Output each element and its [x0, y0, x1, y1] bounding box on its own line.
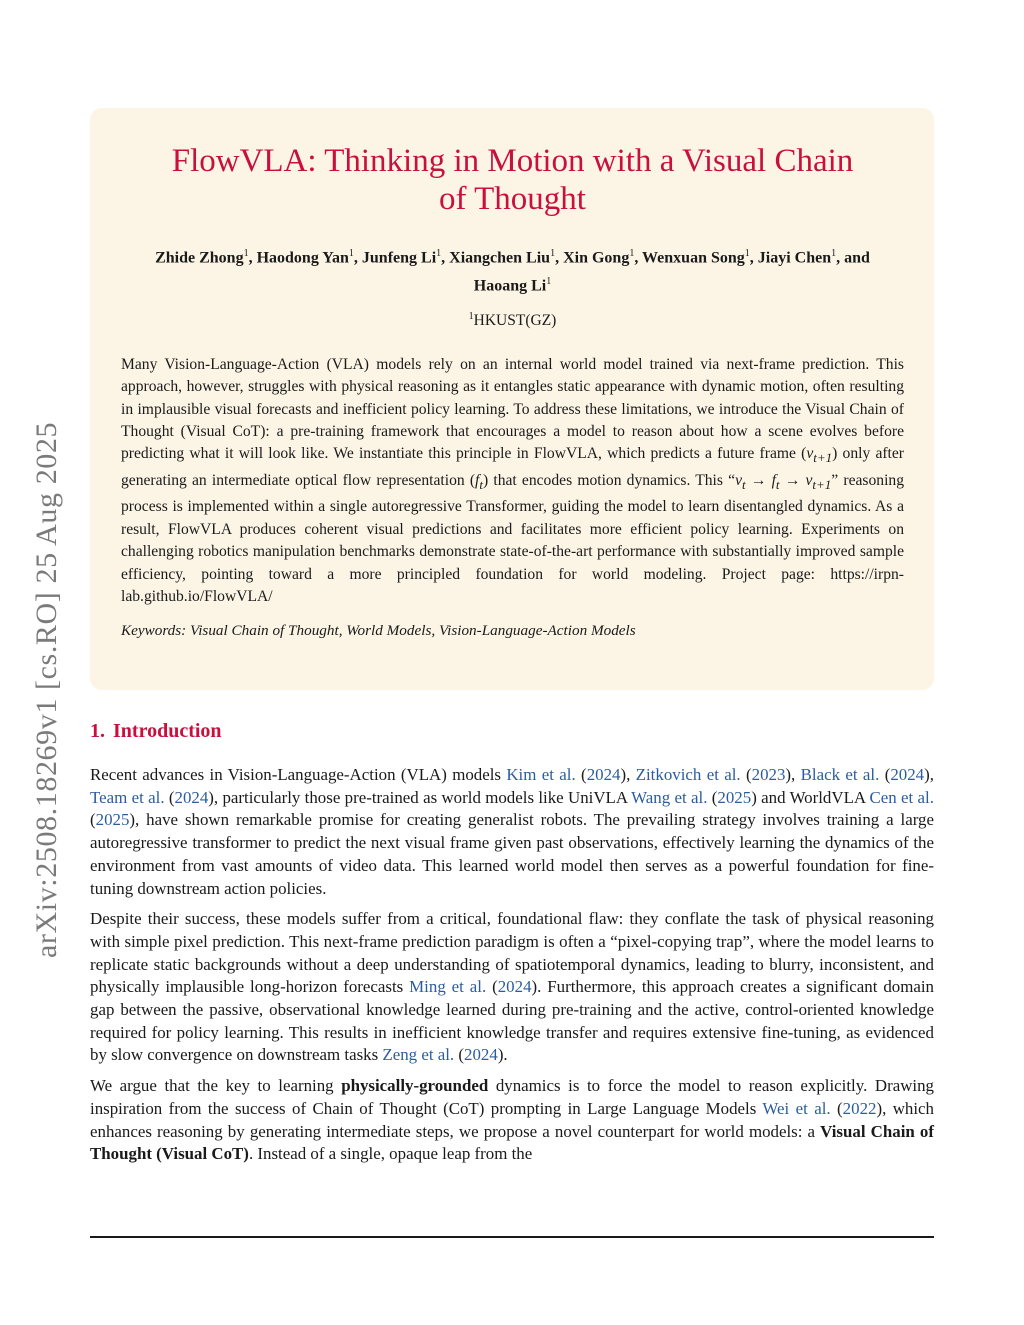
- author-separator: ,: [353, 249, 362, 267]
- author-name: Xiangchen Liu: [449, 249, 551, 267]
- body-paragraph: [90, 1075, 934, 1166]
- text-run: ) only after generating an intermediate optical flow representation (: [121, 445, 904, 489]
- author-affiliation-mark: 1: [744, 248, 750, 259]
- keywords: Keywords: Visual Chain of Thought, World Models, Vision-Language-Action Models: [121, 621, 636, 639]
- text-run: ), have shown remarkable promise for creating generalist robots. The prevailing strategy involves training a large autoregressive transformer to predict the next visual frame given past observations, effectively learning the dynamics of the environment from vast amounts of video data. This learned world model then serves as a powerful foundation for fine-tuning downstream action policies.: [90, 810, 934, 898]
- citation-link[interactable]: 2024: [890, 765, 925, 784]
- text-run: Many Vision-Language-Action (VLA) models rely on an internal world model trained via next-frame prediction. This approach, however, struggles with physical reasoning as it entangles static appearance with dynamic motion, often resulting in implausible visual forecasts and inefficient policy learning. To address these limitations, we introduce the Visual Chain of Thought (Visual CoT): a pre-training framework that encourages a model to reason about how a scene evolves before predicting what it will look like. We instantiate this principle in FlowVLA, which predicts a future frame (: [121, 355, 904, 463]
- author-separator: ,: [749, 249, 758, 267]
- text-run: ),: [785, 765, 801, 784]
- author-affiliation-mark: 1: [629, 248, 635, 259]
- citation-link[interactable]: Ming et al.: [409, 977, 487, 997]
- citation-link[interactable]: Wang et al.: [631, 787, 708, 807]
- text-run: ), particularly those pre-trained as world models like UniVLA: [208, 787, 632, 807]
- math-subscript: t: [479, 477, 483, 493]
- citation-link[interactable]: Zitkovich et al.: [635, 765, 741, 784]
- math-subscript: t+1: [813, 450, 833, 466]
- author-name: Haoang Li: [473, 277, 547, 295]
- introduction-body: [90, 764, 934, 1174]
- citation-link[interactable]: Cen et al.: [869, 787, 934, 807]
- text-run: dynamics is to force the model to reason explicitly. Drawing inspiration from the success of Chain of Thought (CoT) prompting in Large Language Models: [90, 1076, 934, 1118]
- author-separator: ,: [634, 249, 643, 267]
- text-run: ) that encodes motion dynamics. This “: [483, 471, 736, 489]
- text-run: Despite their success, these models suffer from a critical, foundational flaw: they conflate the task of physical reasoning with simple pixel prediction. This next-frame prediction paradigm is often a “pixel-copying trap”, where the model learns to replicate static backgrounds without a deep understanding of spatiotemporal dynamics, leading to blurry, inconsistent, and physically implausible long-horizon forecasts: [90, 909, 934, 997]
- author-affiliation-mark: 1: [546, 276, 552, 288]
- math-symbol: f: [771, 471, 776, 489]
- author-name: Jiayi Chen: [757, 249, 832, 267]
- author-affiliation-mark: 1: [348, 248, 354, 259]
- citation-link[interactable]: 2025: [95, 810, 130, 830]
- affiliation: [121, 311, 904, 330]
- citation-link[interactable]: Black et al.: [800, 765, 880, 784]
- author-name: Zhide Zhong: [155, 249, 244, 267]
- body-paragraph: [90, 764, 934, 900]
- affiliation-name: HKUST(GZ): [473, 311, 557, 329]
- math-subscript: t+1: [812, 477, 832, 493]
- math-symbol: v: [805, 471, 813, 489]
- text-run: ” reasoning process is implemented within a single autoregressive Transformer, guiding the model to learn disentangled dynamics. As a result, FlowVLA produces coherent visual predictions and facilitates more efficient policy learning. Experiments on challenging robotics manipulation benchmarks demonstrate state-of-the-art performance with substantially improved sample efficiency, pointing toward a more principled foundation for world modeling. Project page: https://irpn-lab.github.io/FlowVLA/: [121, 471, 905, 606]
- citation-link[interactable]: 2023: [751, 765, 786, 784]
- author-name: Xin Gong: [563, 249, 630, 267]
- citation-link[interactable]: Zeng et al.: [382, 1045, 455, 1065]
- author-separator: ,: [441, 249, 450, 267]
- text-run: (: [575, 765, 587, 784]
- author-affiliation-mark: 1: [550, 248, 556, 259]
- math-symbol: v: [735, 471, 742, 489]
- text-run: Recent advances in Vision-Language-Action (VLA) models: [90, 765, 507, 784]
- text-run: ). Furthermore, this approach creates a significant domain gap between the passive, observational knowledge learned during pre-training and the active, control-oriented knowledge required for policy learning. This results in inefficient knowledge transfer and requires extensive fine-tuning, as evidenced by slow convergence on downstream tasks: [90, 977, 935, 1065]
- body-paragraph: [90, 908, 934, 1067]
- text-run: (: [486, 977, 498, 997]
- section-title: Introduction: [113, 720, 222, 742]
- arxiv-identifier: arXiv:2508.18269v1 [cs.RO] 25 Aug 2025: [30, 421, 63, 958]
- author-affiliation-mark: 1: [831, 248, 837, 259]
- math-symbol: f: [475, 471, 480, 489]
- math-symbol: v: [806, 445, 814, 463]
- abstract-text: [121, 354, 904, 609]
- math-subscript: t: [775, 477, 780, 493]
- text-run: (: [164, 787, 175, 807]
- author-separator: ,: [248, 249, 257, 267]
- text-run: (: [879, 765, 891, 784]
- footer-rule: [90, 1236, 934, 1238]
- citation-link[interactable]: Wei et al.: [762, 1098, 831, 1118]
- affiliation-mark: 1: [468, 310, 474, 322]
- abstract-box: [90, 108, 934, 690]
- citation-link[interactable]: 2025: [717, 787, 752, 807]
- author-separator: ,: [555, 249, 564, 267]
- text-run: (: [454, 1045, 465, 1065]
- text-run: . Instead of a single, opaque leap from the: [248, 1144, 533, 1164]
- author-name: Wenxuan Song: [642, 249, 745, 267]
- author-name: Junfeng Li: [361, 249, 437, 267]
- text-run: (: [740, 765, 752, 784]
- citation-link[interactable]: 2024: [497, 977, 532, 997]
- author-separator: , and: [836, 249, 870, 267]
- text-run: We argue that the key to learning: [90, 1076, 342, 1096]
- section-heading-introduction: [90, 720, 222, 743]
- author-affiliation-mark: 1: [436, 248, 442, 259]
- text-run: (: [830, 1098, 843, 1118]
- text-run: (: [707, 787, 718, 807]
- bold-term: Visual Chain of Thought (Visual CoT): [90, 1121, 934, 1164]
- citation-link[interactable]: 2022: [842, 1098, 877, 1118]
- section-number: 1.: [90, 720, 105, 742]
- text-run: ), which enhances reasoning by generating intermediate steps, we propose a novel counterpart for world models: a: [90, 1098, 934, 1141]
- text-run: →: [779, 471, 806, 489]
- citation-link[interactable]: Kim et al.: [506, 765, 576, 784]
- math-subscript: t: [741, 477, 746, 493]
- text-run: (: [90, 810, 96, 830]
- citation-link[interactable]: 2024: [586, 765, 621, 784]
- citation-link[interactable]: 2024: [464, 1045, 498, 1065]
- paper-title: FlowVLA: Thinking in Motion with a Visual Chain of Thought: [171, 143, 854, 217]
- arxiv-side-stamp-wrap: [0, 0, 63, 958]
- citation-link[interactable]: 2024: [174, 787, 209, 807]
- text-run: ).: [497, 1045, 508, 1065]
- author-affiliation-mark: 1: [243, 248, 249, 259]
- bold-term: physically-grounded: [341, 1076, 489, 1096]
- author-list: [121, 242, 904, 299]
- text-run: ) and WorldVLA: [751, 787, 870, 807]
- text-run: ),: [924, 765, 934, 784]
- text-run: ),: [620, 765, 636, 784]
- citation-link[interactable]: Team et al.: [90, 787, 165, 807]
- text-run: →: [745, 471, 772, 489]
- author-name: Haodong Yan: [256, 249, 349, 267]
